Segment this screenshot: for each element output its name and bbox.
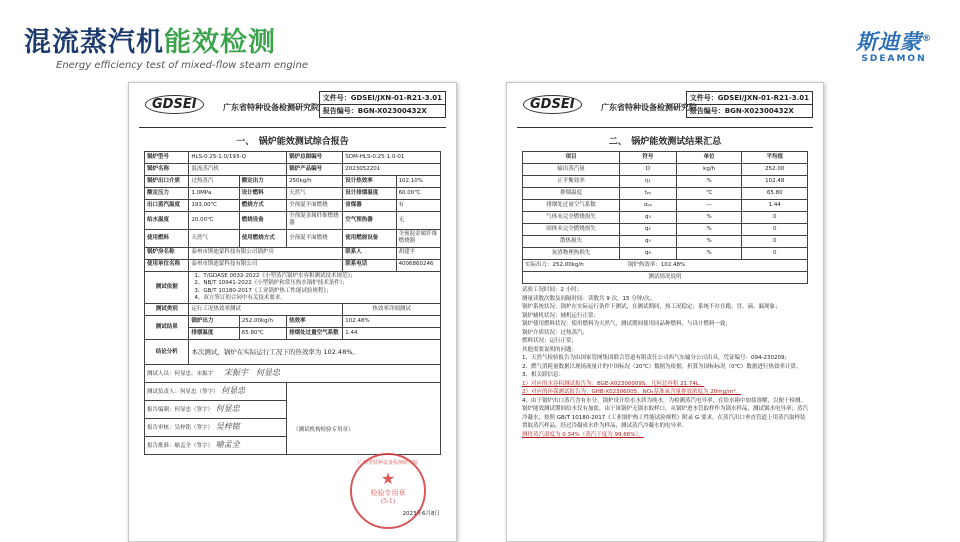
cell: 193.00℃ [189, 200, 239, 212]
note-line-highlighted: 2）对应的环保测试报告为：GHB-X02306005，NOₓ基准氧含量排放浓度为 20mg/m³。 [522, 389, 742, 396]
column-header: 符号 [619, 152, 676, 164]
cell: % [676, 176, 742, 188]
cell: 60.00℃ [396, 188, 440, 200]
cell: 使用燃烧设备 [343, 229, 396, 247]
cell: αₚᵧ [619, 200, 676, 212]
cell: 20.00℃ [189, 212, 239, 230]
cell: SDM-HLS-0.25-1.0-01 [343, 152, 441, 164]
cell: % [676, 236, 742, 248]
brand-logo [856, 26, 932, 64]
cell: 2023052201 [343, 164, 441, 176]
cell: q₃ [619, 212, 676, 224]
notes-title: 测试情况说明 [523, 272, 808, 284]
cell: 使用单位名称 [145, 259, 189, 271]
test-notes [522, 286, 808, 439]
cell: 使用燃烧方式 [239, 229, 286, 247]
cell: q₆ [619, 248, 676, 260]
table-row [145, 188, 441, 200]
cell: % [676, 248, 742, 260]
cell: 联系人 [343, 247, 396, 259]
report-number: 报告编号：BGN-X02300432X [686, 104, 813, 118]
table-row [523, 200, 808, 212]
cell: 排烟温度 [189, 328, 239, 340]
table-row [145, 164, 441, 176]
table-row [145, 271, 441, 304]
star-icon: ★ [380, 469, 396, 488]
institute-name: 广东省特种设备检测研究院 [601, 103, 697, 112]
cell: HLS-0.25-1.0/193-Q [189, 152, 287, 164]
cell: 测试依据 [145, 271, 189, 304]
cell: 气体未完全燃烧损失 [523, 212, 620, 224]
table-header-row [523, 152, 808, 164]
cell: 锅炉出口介质 [145, 176, 189, 188]
table-row [523, 176, 808, 188]
cell: 混流蒸汽机 [189, 164, 287, 176]
cell: 锅炉名称 [145, 164, 189, 176]
table-row [145, 383, 441, 401]
cell: 测试类别 [145, 304, 189, 316]
cell: 报告审核：吴梓铭（签字） 吴梓铭 [145, 419, 287, 437]
brand-english: SDEAMON [861, 54, 927, 64]
cell: 额定压力 [145, 188, 189, 200]
report-number: 报告编号：BGN-X02300432X [319, 104, 446, 118]
cell: 0 [742, 248, 808, 260]
cell: 排烟处过量空气系数 [523, 200, 620, 212]
table-row [523, 224, 808, 236]
note-line: 试验工况时间：2 小时； [522, 287, 583, 293]
cell: 空气预热器 [343, 212, 396, 230]
cell: 正平衡效率 [523, 176, 620, 188]
signature: 宋振宇 何显忠 [224, 368, 281, 378]
cell: 运行工况热效率测试 [189, 304, 343, 316]
note-line: 锅炉使用燃料状况：使用燃料为天然气，测试期间使用同品种燃料，与设计燃料一致； [522, 321, 732, 328]
conclusion: 本次测试，锅炉在实际运行工况下的热效率为 102.48%。 [189, 340, 441, 365]
official-stamp: 广东省特种设备检测研究院 ★ 检验专用章 (5-1) [350, 453, 426, 529]
cell: 设计排烟温度 [343, 188, 396, 200]
file-number: 文件号：GDSEI/JXN-01-R21-3.01 [319, 91, 446, 105]
table-row [523, 260, 808, 272]
cell: 1.0MPa [189, 188, 239, 200]
cell: 排烟温度 [523, 188, 620, 200]
note-line-highlighted: 测得蒸汽湿度为 0.34%（蒸汽干度为 99.66%）。 [522, 431, 644, 438]
cell: q₅ [619, 236, 676, 248]
table-row [145, 365, 441, 383]
column-header: 平均值 [742, 152, 808, 164]
cell: 锅炉型号 [145, 152, 189, 164]
cell: 锅炉总图编号 [287, 152, 343, 164]
cell: 0 [742, 212, 808, 224]
cell: 锅炉产品编号 [287, 164, 343, 176]
cell: 0 [742, 224, 808, 236]
cell: 锅炉房名称 [145, 247, 189, 259]
report-page-results [506, 82, 824, 542]
cell: 热效率 [287, 316, 343, 328]
cell: 灰渣物理热损失 [523, 248, 620, 260]
table-row [145, 304, 441, 316]
list-item: 1、T/GDASE 0032-2022《小型蒸汽锅炉水容积测试技术规范》； [194, 272, 356, 279]
cell: 天然气 [287, 188, 343, 200]
report-date: 2023年6月8日 [402, 511, 440, 517]
institute-logo: GDSEI [523, 95, 582, 114]
note-line: 锅炉介质状况：过热蒸汽； [522, 329, 589, 336]
cell: 报告编制：何显忠（签字） 何显忠 [145, 401, 287, 419]
table-row [523, 164, 808, 176]
brand-name: 斯迪蒙® [856, 30, 932, 54]
cell: q₄ [619, 224, 676, 236]
reference-box [686, 91, 813, 117]
cell: 全预混平面燃烧 [287, 229, 343, 247]
table-row [523, 212, 808, 224]
summary-cell: 实际出力：252.00kg/h 锅炉热效率：102.48% [523, 260, 808, 272]
cell: 使用燃料 [145, 229, 189, 247]
cell: % [676, 212, 742, 224]
cell: 1.44 [742, 200, 808, 212]
slide-subtitle: Energy efficiency test of mixed-flow steam engine [56, 60, 308, 71]
basis-list [189, 271, 441, 304]
cell: 全预混金属纤维燃烧器 [287, 212, 343, 230]
note-line: 3、相关联信息： [522, 372, 564, 379]
cell: 燃烧设备 [239, 212, 286, 230]
cell: 测试负责人：何显忠（签字） 何显忠 [145, 383, 287, 401]
cell: kg/h [676, 164, 742, 176]
cell: 省煤器 [343, 200, 396, 212]
section-title: 一、 锅炉能效测试综合报告 [236, 137, 349, 147]
file-number: 文件号：GDSEI/JXN-01-R21-3.01 [686, 91, 813, 105]
report-page-summary [128, 82, 457, 542]
table-row [523, 236, 808, 248]
cell: 设计热效率 [343, 176, 396, 188]
cell: 固体未完全燃烧损失 [523, 224, 620, 236]
note-line: 锅炉辅机状况：辅机运行正常； [522, 312, 600, 319]
cell: 额定出力 [239, 176, 286, 188]
signature: 喻孟全 [215, 440, 240, 450]
cell: 250kg/h [287, 176, 343, 188]
table-row [145, 247, 441, 259]
cell: 65.80℃ [239, 328, 286, 340]
letterhead [517, 83, 813, 128]
results-table [522, 151, 808, 284]
table-row [145, 328, 441, 340]
list-item: 2、NB/T 10941-2022《小型锅炉和常压热水锅炉技术条件》； [194, 280, 348, 287]
cell: tₚᵧ [619, 188, 676, 200]
cell: 65.80 [742, 188, 808, 200]
note-line-highlighted: 1）对应的水容积测试报告为：BGE-X02300009S，几何总容积 21.74L。 [522, 380, 705, 387]
column-header: 项目 [523, 152, 620, 164]
cell: 252.00kg/h [239, 316, 286, 328]
cell: 燃烧方式 [239, 200, 286, 212]
cell: 252.00 [742, 164, 808, 176]
cell: 输出蒸汽量 [523, 164, 620, 176]
cell: 无 [396, 212, 440, 230]
cell: 测试结果 [145, 316, 189, 340]
list-item: 3、GB/T 10180-2017《工业锅炉热工性能试验规程》； [194, 287, 332, 294]
cell: 0 [742, 236, 808, 248]
cell: 102.48 [742, 176, 808, 188]
list-item: 4、双方签订的合同中有关技术要求。 [194, 294, 286, 301]
table-row [145, 176, 441, 188]
slide-title [24, 20, 276, 59]
cell: 泰州市斯迪蒙科技有限公司 [189, 259, 343, 271]
reference-box [319, 91, 446, 117]
table-row [523, 248, 808, 260]
note-line: 1、天然气检验报告为由国家管网集团联合管道有限责任公司西气东输分公司出具，凭证编号：094-230209； [522, 355, 790, 362]
signature: 何显忠 [221, 386, 246, 396]
table-row [145, 200, 441, 212]
signature: 何显忠 [215, 404, 240, 414]
cell: 102.48% [343, 316, 441, 328]
cell: 锅炉出力 [189, 316, 239, 328]
cell: 过热蒸汽 [189, 176, 239, 188]
cell: 联系电话 [343, 259, 396, 271]
column-header: 单位 [676, 152, 742, 164]
table-row [523, 188, 808, 200]
table-row [145, 229, 441, 247]
note-line: 燃料状况：运行正常； [522, 338, 578, 345]
table-row [145, 316, 441, 328]
cell: η₁ [619, 176, 676, 188]
table-row [145, 212, 441, 230]
cell: 给水温度 [145, 212, 189, 230]
letterhead [139, 83, 446, 128]
note-line: 锅炉系统状况：锅炉在实际运行条件下测试，在测试期间，热工况稳定；系统不存在跑、冒、滴、漏现象； [522, 304, 781, 311]
institute-logo: GDSEI [145, 95, 204, 114]
cell: 出口蒸汽温度 [145, 200, 189, 212]
cell: 散热损失 [523, 236, 620, 248]
note-line: 4、由于锅炉出口蒸汽含有水分，锅炉设计给水水质为纯水，为检测蒸汽电导率，在给水箱中加盐溶解，以便于检测。锅炉能效测试期间给水仅有加盐，由于该锅炉无锅水取样口，从锅炉进水管取样作为锅水样品，测试锅水电导率；蒸汽冷凝水，按照 GB/T 10180-2017《工业锅炉热工性能试验规程》附录 G 要求，在蒸汽出口垂直管道上用蒸汽取样装置取蒸汽样品，经过冷凝成水作为样品，测试蒸汽冷凝水的电导率。 [522, 397, 809, 430]
table-row [523, 272, 808, 284]
table-row [145, 259, 441, 271]
cell: ℃ [676, 188, 742, 200]
cell: 测试人员：何显忠、宋振宇 宋振宇 何显忠 [145, 365, 441, 383]
cell: 4006860246 [396, 259, 440, 271]
cell: 泰州市斯迪蒙科技有限公司锅炉房 [189, 247, 343, 259]
stamp-note: （测试机构检验专用章） [293, 427, 354, 434]
note-line: 其他需要说明的问题： [522, 346, 578, 353]
institute-name: 广东省特种设备检测研究院 [223, 103, 319, 112]
summary-table [144, 151, 441, 455]
table-row [145, 152, 441, 164]
table-row [145, 340, 441, 365]
cell: 天然气 [189, 229, 239, 247]
cell: 胡建平 [396, 247, 440, 259]
cell: D [619, 164, 676, 176]
title-part2: 能效检测 [164, 27, 276, 58]
cell: 结论分析 [145, 340, 189, 365]
section-title: 二、 锅炉能效测试结果汇总 [608, 137, 722, 147]
title-part1: 混流蒸汽机 [24, 27, 164, 58]
cell: 排烟处过量空气系数 [287, 328, 343, 340]
cell: — [676, 200, 742, 212]
cell: 1.44 [343, 328, 441, 340]
cell: 102.10% [396, 176, 440, 188]
cell: 设计燃料 [239, 188, 286, 200]
note-line: 2、燃气消耗量数据以现场流量计的中国标况（20℃）数据为依据，折算为国标标况（0℃）数据进行热效率计算。 [522, 363, 802, 370]
cell: 全预混金属纤维燃烧器 [396, 229, 440, 247]
cell: 全预混平面燃烧 [287, 200, 343, 212]
cell: 有 [396, 200, 440, 212]
cell: 热效率详细测试 [343, 304, 441, 316]
note-line: 测量读数次数及间隔时间：读数共 9 次，15 分钟/次； [522, 295, 656, 302]
cell: % [676, 224, 742, 236]
signature: 吴梓铭 [215, 422, 240, 432]
stamp-area [287, 383, 441, 455]
cell: 报告批准：喻孟全（签字） 喻孟全 [145, 437, 287, 455]
